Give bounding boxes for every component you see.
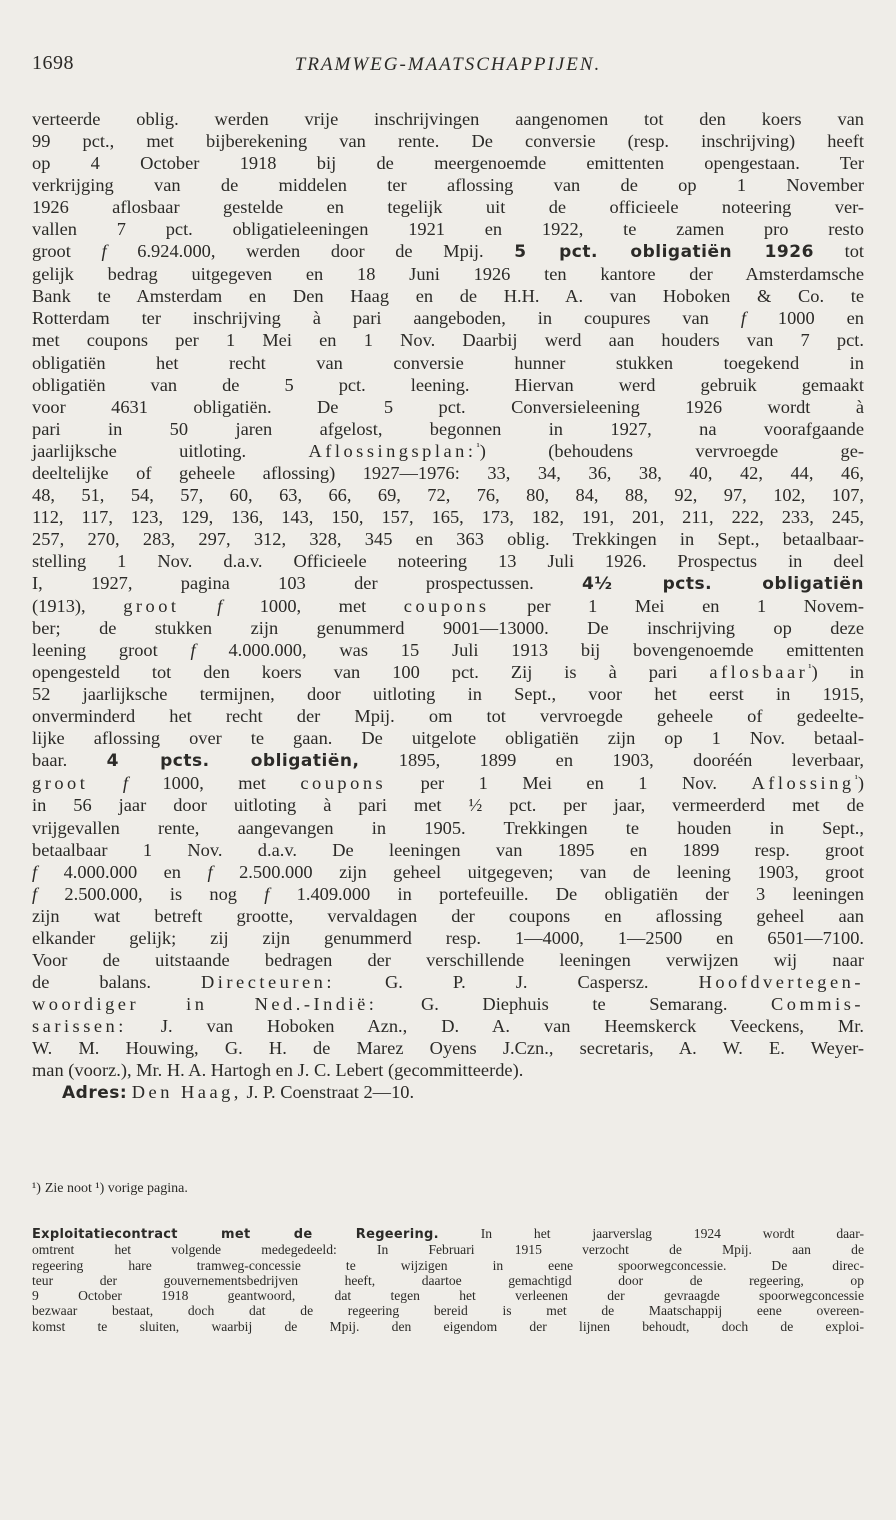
small-segment: 9 October 1918 geantwoord, dat tegen het verleenen der gevraagde spoorwegconcessie xyxy=(32,1288,864,1304)
body-segment: f xyxy=(217,596,223,617)
body-segment: ¹ xyxy=(808,662,812,675)
body-segment: G. P. J. Caspersz. xyxy=(334,971,699,992)
body-line xyxy=(32,883,864,905)
body-segment: 4.000.000 en xyxy=(37,861,208,882)
body-line xyxy=(32,440,864,462)
body-line xyxy=(32,130,864,152)
body-segment: Bank te Amsterdam en Den Haag en de H.H. A. van Hoboken & Co. te xyxy=(32,286,864,307)
small-segment: Exploitatiecontract met de Regeering. xyxy=(32,1227,439,1242)
body-line xyxy=(32,484,864,506)
running-title: TRAMWEG-MAATSCHAPPIJEN. xyxy=(294,54,602,75)
body-line xyxy=(32,727,864,749)
body-segment: zijn wat betreft grootte, vervaldagen der coupons en aflossing geheel aan xyxy=(32,905,864,926)
body-line xyxy=(32,418,864,440)
body-segment: lijke aflossing over te gaan. De uitgelote obligatiën zijn op 1 Nov. betaal- xyxy=(32,728,864,749)
page-number: 1698 xyxy=(32,52,74,74)
small-segment: komst te sluiten, waarbij de Mpij. den eigendom der lijnen behoudt, doch de exploi- xyxy=(32,1318,864,1334)
body-segment xyxy=(180,596,218,616)
body-segment: man (voorz.), Mr. H. A. Hartogh en J. C. Lebert (gecommitteerde). xyxy=(32,1060,524,1081)
body-line xyxy=(32,374,864,396)
body-segment: (1913), xyxy=(32,596,124,617)
body-line xyxy=(32,285,864,307)
body-line xyxy=(32,971,864,993)
body-segment xyxy=(88,773,123,793)
body-segment: ber; de stukken zijn genummerd 9001—13000. De inschrijving op deze xyxy=(32,618,864,639)
footnote-marker: ¹) xyxy=(32,1181,41,1196)
body-segment: Aflossingsplan: xyxy=(308,440,477,461)
address-segment: Den Haag, xyxy=(131,1082,242,1103)
body-segment: f xyxy=(264,883,270,904)
body-line xyxy=(32,152,864,174)
body-segment: 112, 117, 123, 129, 136, 143, 150, 157, 165, 173, 182, 191, 201, 211, 222, 233, 245, xyxy=(32,506,864,527)
small-line xyxy=(32,1242,864,1257)
body-line xyxy=(32,595,864,617)
body-segment: de balans. xyxy=(32,971,202,992)
small-line xyxy=(32,1319,864,1334)
body-segment: 257, 270, 283, 297, 312, 328, 345 en 363 oblig. Trekkingen in Sept., betaalbaar- xyxy=(32,528,864,549)
body-segment: groot xyxy=(123,596,180,617)
body-line xyxy=(32,1059,864,1081)
body-line xyxy=(32,240,864,263)
body-line xyxy=(32,462,864,484)
footnote-text: Zie noot ¹) vorige pagina. xyxy=(44,1181,188,1196)
body-line xyxy=(32,683,864,705)
body-line xyxy=(32,307,864,329)
body-segment: 1000, met xyxy=(222,596,404,617)
body-segment: Hoofdvertegen- xyxy=(698,971,864,992)
small-segment: omtrent het volgende medegedeeld: In Februari 1915 verzocht de Mpij. aan de xyxy=(32,1242,864,1258)
small-line xyxy=(32,1273,864,1288)
body-segment: op 4 October 1918 bij de meergenoemde emittenten opengestaan. Ter xyxy=(32,153,864,174)
body-segment: 6.924.000, werden door de Mpij. xyxy=(106,241,515,262)
body-segment: 1000, met xyxy=(127,773,301,794)
small-segment: In het jaarverslag 1924 wordt daar- xyxy=(438,1226,864,1241)
small-line xyxy=(32,1226,864,1242)
small-segment: bezwaar bestaat, doch dat de regeering bereid is met de Maatschappij eene overeen- xyxy=(32,1303,864,1319)
body-segment: J. van Hoboken Azn., D. A. van Heemskerck Veeckens, Mr. xyxy=(126,1015,864,1036)
body-segment: I, 1927, pagina 103 der prospectussen. xyxy=(32,572,583,593)
body-segment: in 56 jaar door uitloting à pari met ½ pct. per jaar, vermeerderd met de xyxy=(32,795,864,816)
body-segment: verteerde oblig. werden vrije inschrijvingen aangenomen tot den koers van xyxy=(32,109,864,129)
body-segment: leening groot xyxy=(32,640,191,661)
body-segment: f xyxy=(122,773,128,794)
body-segment: sarissen: xyxy=(32,1015,127,1036)
body-line xyxy=(32,927,864,949)
body-line xyxy=(32,108,864,130)
body-segment: per 1 Mei en 1 Nov. xyxy=(386,773,752,794)
body-segment: met coupons per 1 Mei en 1 Nov. Daarbij werd aan houders van 7 pct. xyxy=(32,330,864,351)
body-segment: f xyxy=(32,861,38,882)
body-segment: aflosbaar xyxy=(709,662,809,683)
body-line xyxy=(32,817,864,839)
body-segment: onverminderd het recht der Mpij. om tot vervroegde geheele of gedeelte- xyxy=(32,706,864,727)
body-segment: 4½ pcts. obligatiën xyxy=(582,573,864,594)
address-segment: Adres: xyxy=(62,1083,128,1104)
body-segment: baar. xyxy=(32,750,107,771)
body-line xyxy=(32,174,864,196)
body-segment: betaalbaar 1 Nov. d.a.v. De leeningen van 1895 en 1899 resp. groot xyxy=(32,839,864,860)
body-segment: f xyxy=(190,640,196,661)
body-line xyxy=(32,396,864,418)
body-line xyxy=(32,550,864,572)
body-line xyxy=(32,861,864,883)
address-line xyxy=(32,1081,864,1104)
body-segment: stelling 1 Nov. d.a.v. Officieele noteering 13 Juli 1926. Prospectus in deel xyxy=(32,550,864,571)
body-segment: 5 pct. obligatiën 1926 xyxy=(514,242,814,263)
small-print-section xyxy=(32,1226,864,1334)
body-line xyxy=(32,196,864,218)
body-segment: voor 4631 obligatiën. De 5 pct. Conversieleening 1926 wordt à xyxy=(32,396,864,417)
body-segment: elkander gelijk; zij zijn genummerd resp. 1—4000, 1—2500 en 6501—7100. xyxy=(32,927,864,948)
body-segment: f xyxy=(740,308,746,329)
body-line xyxy=(32,705,864,727)
body-line xyxy=(32,1037,864,1059)
small-segment: regeering hare tramweg-concessie te wijzigen in eene spoorwegconcessie. De direc- xyxy=(32,1257,864,1273)
body-line xyxy=(32,772,864,794)
body-line xyxy=(32,749,864,772)
body-line xyxy=(32,639,864,661)
body-segment: ¹ xyxy=(854,773,858,786)
body-segment: f xyxy=(101,241,107,262)
body-line xyxy=(32,794,864,816)
footnote xyxy=(32,1180,864,1198)
body-line xyxy=(32,661,864,683)
small-segment: teur der gouvernementsbedrijven heeft, daartoe gemachtigd door de regeering, op xyxy=(32,1272,864,1288)
body-segment: groot xyxy=(32,773,89,794)
address-segment: J. P. Coenstraat 2—10. xyxy=(241,1082,415,1103)
body-segment: pari in 50 jaren afgelost, begonnen in 1927, na voorafgaande xyxy=(32,418,864,439)
body-segment: 99 pct., met bijberekening van rente. De conversie (resp. inschrijving) heeft xyxy=(32,131,864,152)
body-segment: Voor de uitstaande bedragen der verschillende leeningen verwijzen wij naar xyxy=(32,949,864,970)
body-segment: coupons xyxy=(403,596,490,617)
body-segment: woordiger in Ned.-Indië: xyxy=(32,993,378,1014)
body-line xyxy=(32,993,864,1015)
body-segment: 4 pcts. obligatiën, xyxy=(106,751,360,772)
body-segment: Rotterdam ter inschrijving à pari aangeboden, in coupures van xyxy=(32,308,741,329)
body-segment: Directeuren: xyxy=(201,971,335,992)
body-segment: verkrijging van de middelen ter aflossing van de op 1 November xyxy=(32,175,864,196)
body-line xyxy=(32,329,864,351)
body-line xyxy=(32,528,864,550)
body-segment: coupons xyxy=(300,773,387,794)
body-segment: f xyxy=(207,861,213,882)
body-segment: 2.500.000 zijn geheel uitgegeven; van de leening 1903, groot xyxy=(212,861,864,882)
body-segment: ) in xyxy=(811,662,864,683)
small-line xyxy=(32,1288,864,1303)
body-line xyxy=(32,1015,864,1037)
body-segment: 1.409.000 in portefeuille. De obligatiën der 3 leeningen xyxy=(269,883,864,904)
body-line xyxy=(32,572,864,595)
body-segment: f xyxy=(32,883,38,904)
body-line xyxy=(32,839,864,861)
body-line xyxy=(32,506,864,528)
body-segment: 2.500.000, is nog xyxy=(37,883,265,904)
body-segment: vallen 7 pct. obligatieleeningen 1921 en 1922, te zamen pro resto xyxy=(32,219,864,240)
body-segment: 52 jaarlijksche termijnen, door uitloting in Sept., voor het eerst in 1915, xyxy=(32,684,864,705)
body-segment: opengesteld tot den koers van 100 pct. Zij is à pari xyxy=(32,662,710,683)
body-line xyxy=(32,218,864,240)
body-segment: 48, 51, 54, 57, 60, 63, 66, 69, 72, 76, 80, 84, 88, 92, 97, 102, 107, xyxy=(32,484,864,505)
body-segment: 1926 aflosbaar gestelde en tegelijk uit de officieele noteering ver- xyxy=(32,197,864,218)
body-segment: groot xyxy=(32,241,102,262)
small-line xyxy=(32,1303,864,1318)
body-segment: 1000 en xyxy=(745,308,865,329)
body-segment: tot xyxy=(813,241,864,262)
body-segment: obligatiën het recht van conversie hunner stukken toegekend in xyxy=(32,352,864,373)
body-segment: ) xyxy=(857,773,864,794)
body-line xyxy=(32,617,864,639)
body-segment: 1895, 1899 en 1903, dooréén leverbaar, xyxy=(359,750,864,771)
page-header xyxy=(32,52,864,82)
body-segment: obligatiën van de 5 pct. leening. Hiervan werd gebruik gemaakt xyxy=(32,374,864,395)
body-segment: Commis- xyxy=(771,993,864,1014)
body-segment: 4.000.000, was 15 Juli 1913 bij bovengenoemde emittenten xyxy=(195,640,864,661)
body-segment: vrijgevallen rente, aangevangen in 1905. Trekkingen te houden in Sept., xyxy=(32,817,864,838)
body-line xyxy=(32,352,864,374)
body-segment: ) (behoudens vervroegde ge- xyxy=(479,440,865,461)
body-line xyxy=(32,263,864,285)
body-line xyxy=(32,949,864,971)
body-segment: ¹ xyxy=(476,440,480,453)
body-segment: W. M. Houwing, G. H. de Marez Oyens J.Czn., secretaris, A. W. E. Weyer- xyxy=(32,1037,864,1058)
body-segment: jaarlijksche uitloting. xyxy=(32,440,309,461)
small-line xyxy=(32,1258,864,1273)
body-segment: gelijk bedrag uitgegeven en 18 Juni 1926 ten kantore der Amsterdamsche xyxy=(32,264,864,285)
body-text xyxy=(32,108,864,1104)
body-line xyxy=(32,905,864,927)
body-segment: deeltelijke of geheele aflossing) 1927—1976: 33, 34, 36, 38, 40, 42, 44, 46, xyxy=(32,462,864,483)
body-segment: per 1 Mei en 1 Novem- xyxy=(489,596,864,617)
body-segment: G. Diephuis te Semarang. xyxy=(377,993,772,1014)
body-segment: Aflossing xyxy=(751,773,855,794)
